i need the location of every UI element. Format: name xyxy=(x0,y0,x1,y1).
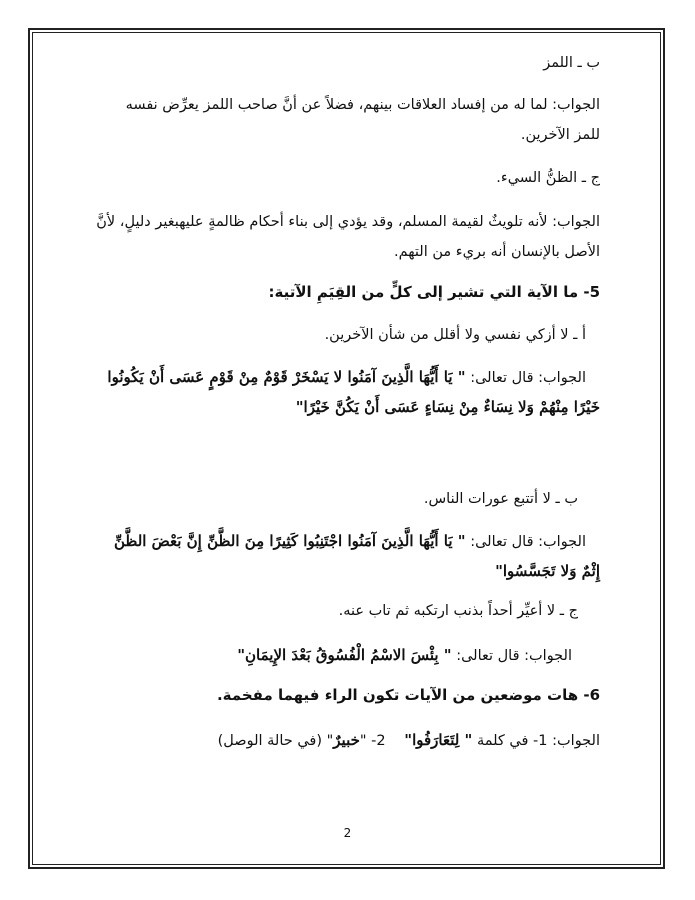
page-number: 2 xyxy=(343,826,352,840)
item-a6-answer xyxy=(60,725,600,756)
answer-number-2: 2- " xyxy=(359,733,386,749)
item-c1-answer-line2: الأصل بالإنسان أنه بريء من التهم. xyxy=(393,244,600,260)
quran-verse: إِثْمٌ وَلا تَجَسَّسُوا" xyxy=(495,562,600,580)
item-b5-answer-line2 xyxy=(60,556,600,587)
word-2: خبيرٌ xyxy=(333,731,360,749)
item-c5-label: ج ـ لا أعيِّر أحداً بذنب ارتكبه ثم تاب عنه. xyxy=(338,603,578,619)
item-a5-answer-line1 xyxy=(60,362,600,393)
quran-verse: " يَا أَيُّهَا الَّذِينَ آمَنُوا اجْتَنِبُوا كَثِيرًا مِنَ الظَّنِّ إِنَّ بَعْضَ الظَّنِّ xyxy=(113,532,466,550)
item-a5-label: أ ـ لا أزكي نفسي ولا أقلل من شأن الآخرين. xyxy=(324,327,586,343)
item-c1-label: ج ـ الظنُّ السيء. xyxy=(496,170,600,186)
answer-prefix: الجواب: 1- في كلمة xyxy=(476,733,600,749)
item-b1-answer-line1: الجواب: لما له من إفساد العلاقات بينهم، فضلاً عن أنَّ صاحب اللمز يعرِّض نفسه xyxy=(125,97,600,113)
item-b1-label: ب ـ اللمز xyxy=(543,55,600,71)
question-5: 5- ما الآية التي تشير إلى كلٍّ من القِيَمِ الآتية: xyxy=(268,283,600,301)
answer-prefix: الجواب: قال تعالى: xyxy=(456,648,572,664)
question-6: 6- هات موضعين من الآيات تكون الراء فيهما مفخمة. xyxy=(216,686,600,704)
item-a5-answer-line2 xyxy=(60,392,600,423)
quran-verse: " بِئْسَ الاسْمُ الْفُسُوقُ بَعْدَ الإِيمَانِ" xyxy=(237,646,452,664)
word-1: " لِتَعَارَفُوا" xyxy=(404,731,473,749)
answer-prefix: الجواب: قال تعالى: xyxy=(470,370,586,386)
answer-prefix: الجواب: قال تعالى: xyxy=(470,534,586,550)
item-b1-answer-line2: للمز الآخرين. xyxy=(520,127,600,143)
quran-verse: خَيْرًا مِنْهُمْ وَلا نِسَاءٌ مِنْ نِسَاءٍ عَسَى أَنْ يَكُنَّ خَيْرًا" xyxy=(295,398,600,416)
item-b5-answer-line1 xyxy=(60,526,600,557)
item-b5-label: ب ـ لا أتتبع عورات الناس. xyxy=(423,491,578,507)
answer-suffix: " (في حالة الوصل) xyxy=(217,733,334,749)
item-c1-answer-line1: الجواب: لأنه تلويثٌ لقيمة المسلم، وقد يؤدي إلى بناء أحكام ظالمةٍ عليهبغير دليلٍ، لأنَّ xyxy=(96,214,600,230)
quran-verse: " يَا أَيُّهَا الَّذِينَ آمَنُوا لا يَسْخَرْ قَوْمٌ مِنْ قَوْمٍ عَسَى أَنْ يَكُونُوا xyxy=(107,368,466,386)
item-c5-answer xyxy=(60,640,600,671)
